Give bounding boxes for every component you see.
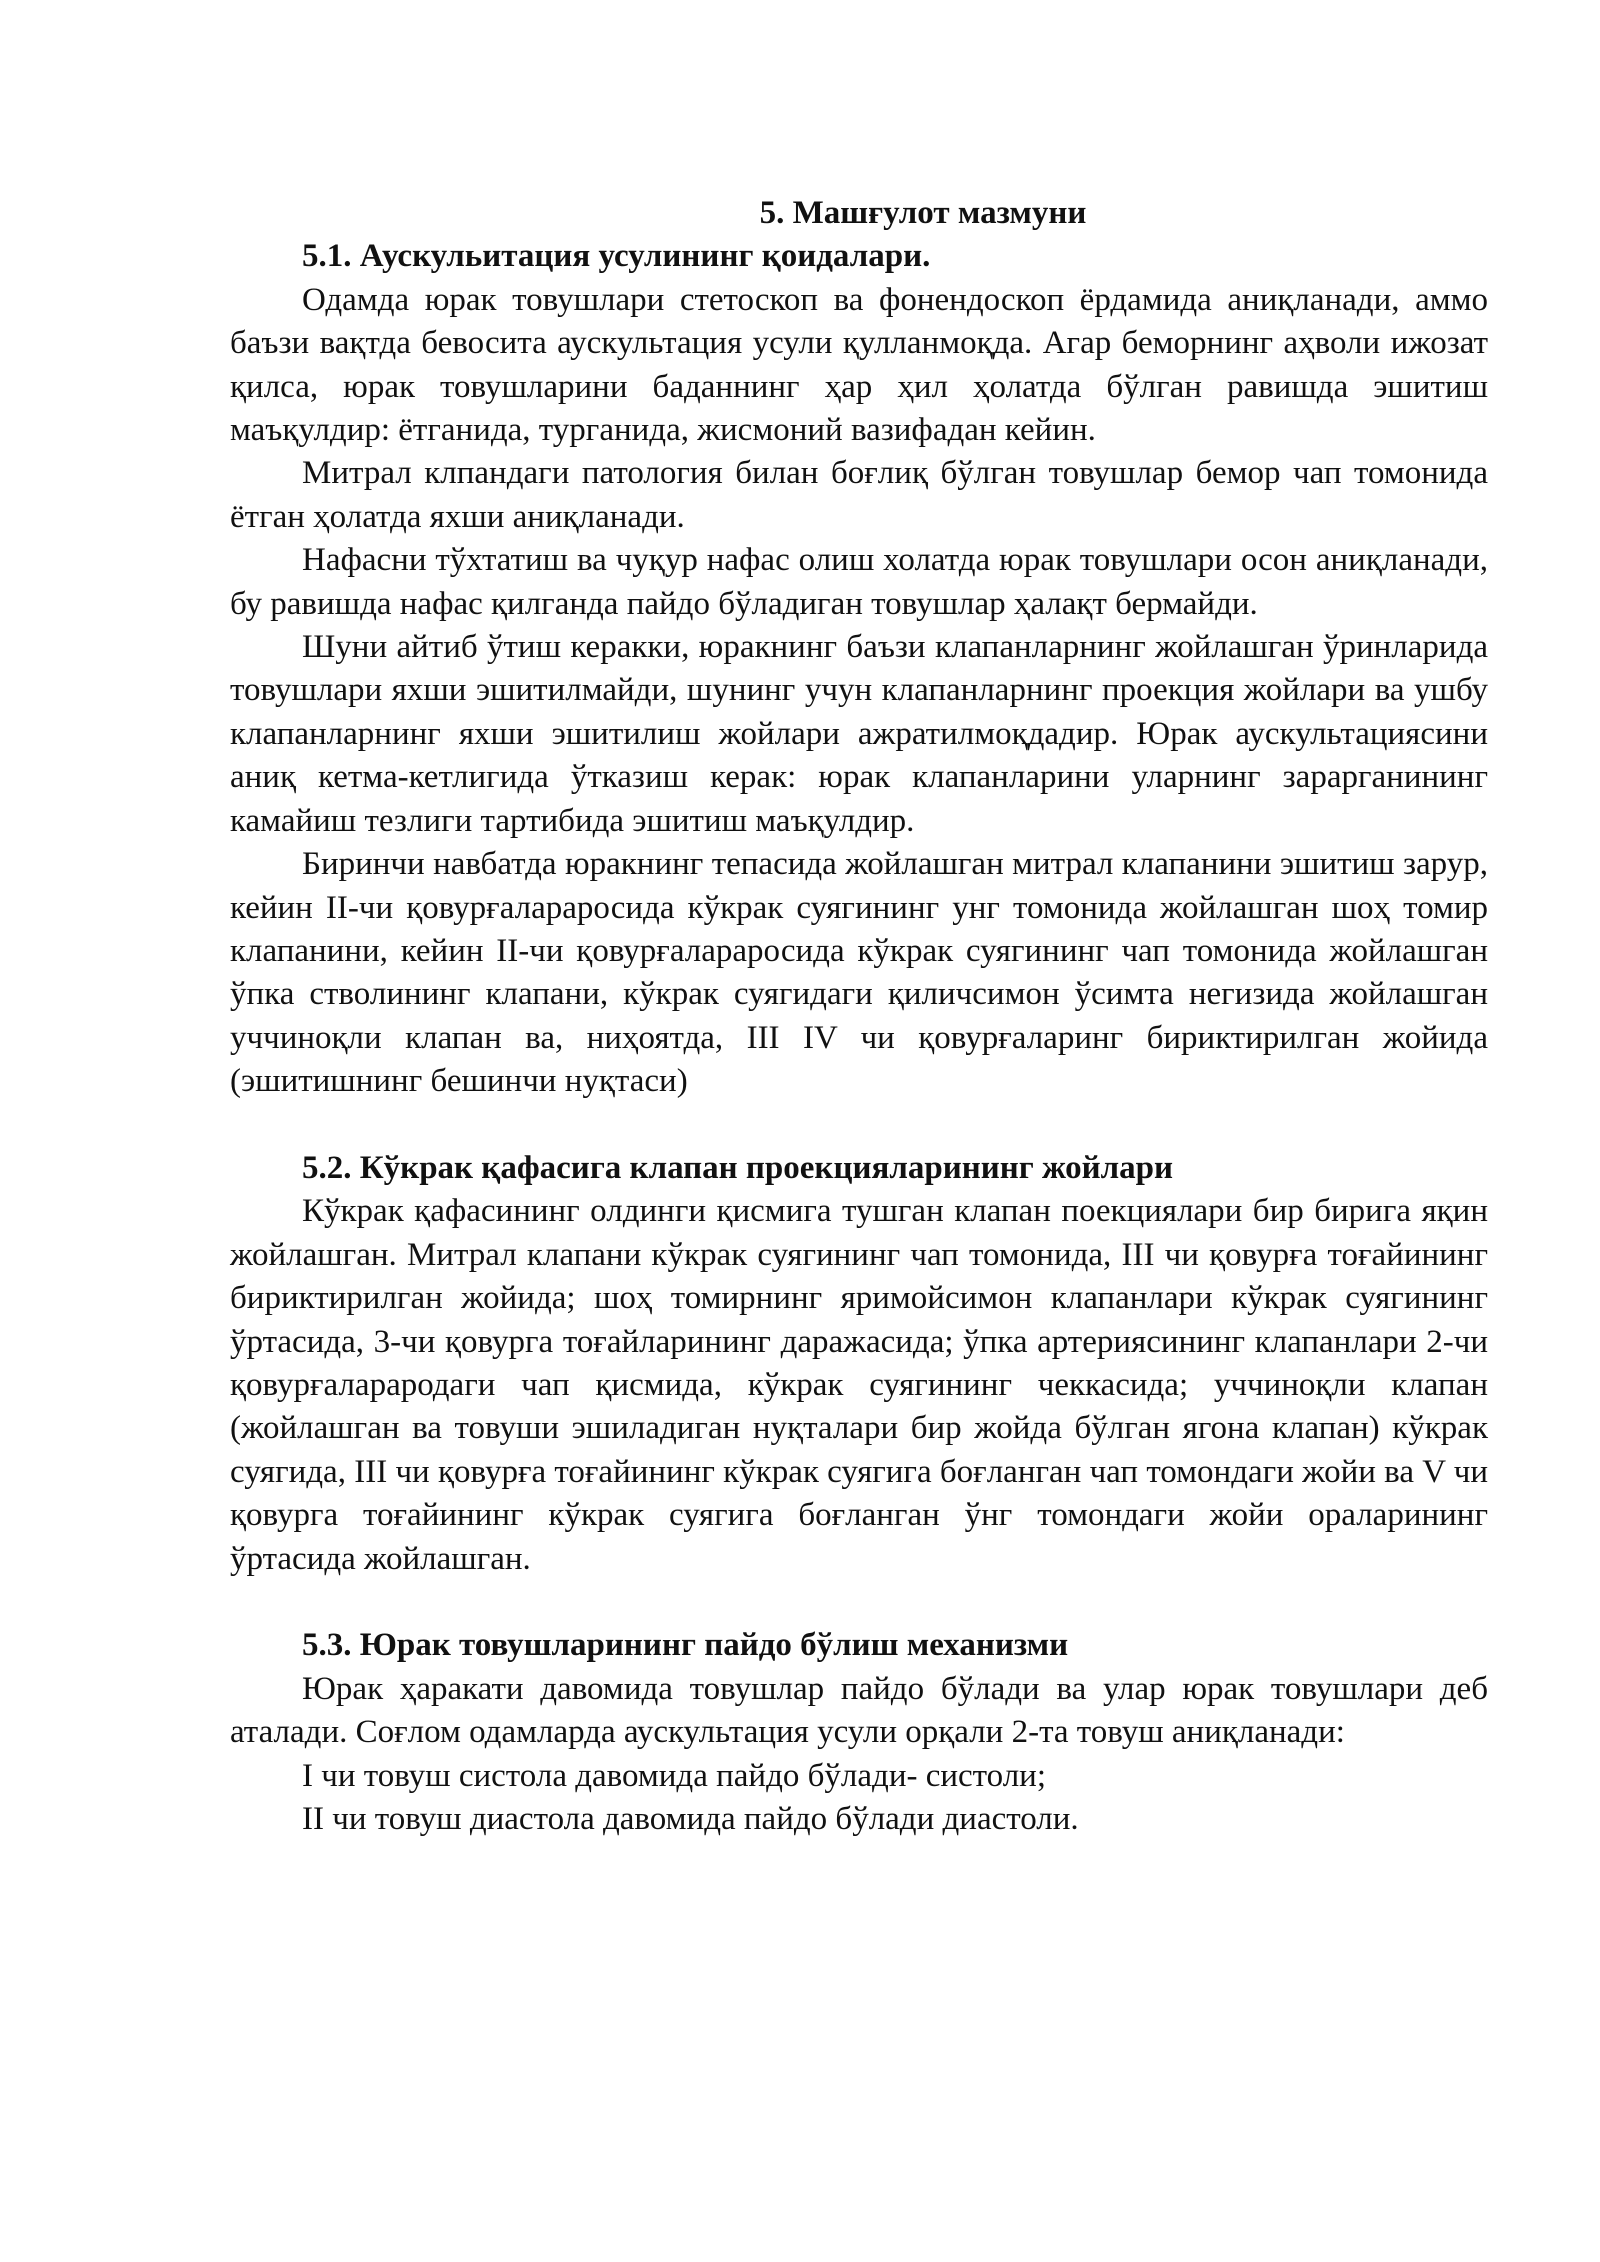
list-line: II чи товуш диастола давомида пайдо бўлади диастоли.: [302, 1801, 1079, 1837]
paragraph: Кўкрак қафасининг олдинги қисмига тушган клапан поекциялари бир бирига яқин жойлашган. Митрал клапани кўкрак суягининг чап томонида, III чи қовурға тоғайининг бириктирилган жойида; шоҳ томирнинг яримойсимон клапанлари кўкрак суягининг ўртасида, 3-чи қовурга тоғайларининг даражасида; ўпка артериясининг клапанлари 2-чи қовурғаларародаги чап қисмида, кўкрак суягининг чеккасида; уччиноқли клапан (жойлашган ва товуши эшиладиган нуқталари бир жойда бўлган ягона клапан) кўкрак суягида, III чи қовурға тоғайининг кўкрак суягига боғланган чап томондаги жойи ва V чи қовурга тоғайининг кўкрак суягига боғланган ўнг томондаги жойи ораларининг ўртасида жойлашган.: [230, 1193, 1488, 1577]
section-heading-5-3: 5.3. Юрак товушларининг пайдо бўлиш механизми: [302, 1627, 1069, 1664]
section-heading-5-1: 5.1. Аускульитация усулининг қоидалари.: [302, 238, 931, 275]
blank-line: [230, 1581, 1488, 1624]
document-page: [230, 192, 1488, 1841]
paragraph: Одамда юрак товушлари стетоскоп ва фонендоскоп ёрдамида аниқланади, аммо баъзи вақтда бевосита аускультация усули қулланмоқда. Агар беморнинг аҳволи ижозат қилса, юрак товушларини баданнинг ҳар ҳил ҳолатда бўлган равишда эшитиш маъқулдир: ётганида, турганида, жисмоний вазифадан кейин.: [230, 281, 1488, 449]
paragraph: Биринчи навбатда юракнинг тепасида жойлашган митрал клапанини эшитиш зарур, кейин II-чи қовурғалараросида кўкрак суягининг унг томонида жойлашган шоҳ томир клапанини, кейин II-чи қовурғалараросида кўкрак суягининг чап томонида жойлашган ўпка стволининг клапани, кўкрак суягидаги қиличсимон ўсимта негизида жойлашган уччиноқли клапан ва, ниҳоятда, III IV чи қовурғаларинг бириктирилган жойида (эшитишнинг бешинчи нуқтаси): [230, 846, 1488, 1100]
paragraph: Шуни айтиб ўтиш керакки, юракнинг баъзи клапанларнинг жойлашган ўринларида товушлари яхши эшитилмайди, шунинг учун клапанларнинг проекция жойлари ва ушбу клапанларнинг яхши эшитилиш жойлари ажратилмоқдадир. Юрак аускультациясини аниқ кетма-кетлигида ўтказиш керак: юрак клапанларини уларнинг зарарганининг камайиш тезлиги тартибида эшитиш маъқулдир.: [230, 629, 1488, 839]
section-heading-5-2: 5.2. Кўкрак қафасига клапан проекцияларининг жойлари: [302, 1149, 1173, 1186]
page-title: 5. Машғулот мазмуни: [759, 195, 1087, 231]
paragraph: Митрал клпандаги патология билан боғлиқ бўлган товушлар бемор чап томонида ётган ҳолатда яхши аниқланади.: [230, 455, 1488, 535]
blank-line: [230, 1104, 1488, 1147]
list-line: I чи товуш систола давомида пайдо бўлади- систоли;: [302, 1757, 1047, 1794]
paragraph: Нафасни тўхтатиш ва чуқур нафас олиш холатда юрак товушлари осон аниқланади, бу равишда нафас қилганда пайдо бўладиган товушлар ҳалақт бермайди.: [230, 542, 1488, 622]
paragraph: Юрак ҳаракати давомида товушлар пайдо бўлади ва улар юрак товушлари деб аталади. Соғлом одамларда аускультация усули орқали 2-та товуш аниқланади:: [230, 1670, 1488, 1751]
